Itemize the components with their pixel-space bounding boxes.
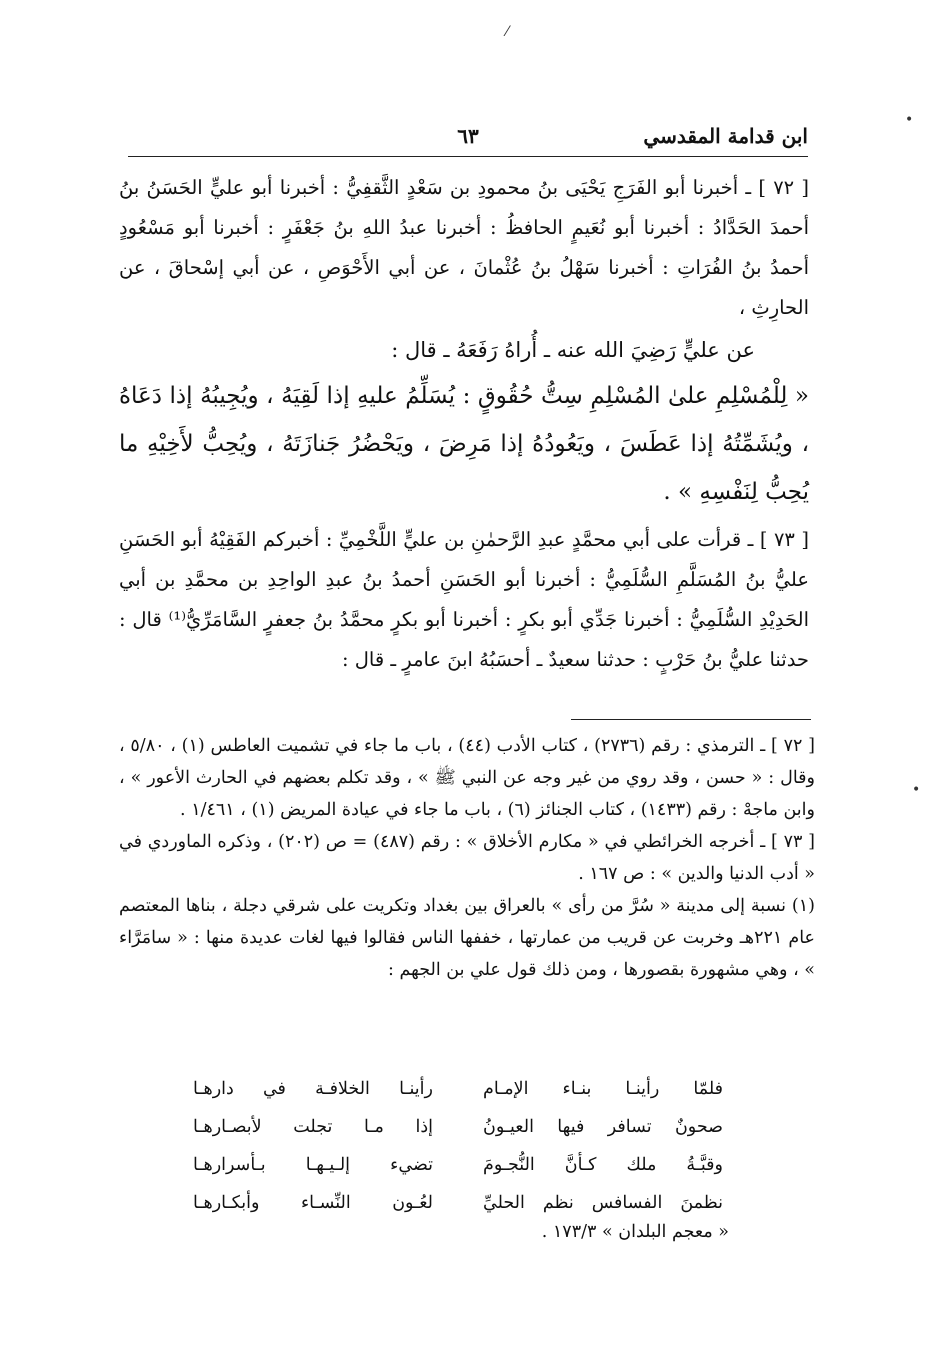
hadith-73-isnad: [ ٧٣ ] ـ قرأت على أبي محمَّدٍ عبدِ الرَّحمٰنِ بن عليٍّ اللَّخْمِيِّ : أخبركم الفَقِيْهُ أبو الحَسَنِ عليُّ بنُ المُسَلَّمِ السُّلَمِيُّ : أخبرنا أبو الحَسَنِ أحمدُ بنُ عبدِ الواحِدِ بن محمَّدِ بن أبي الحَدِيْدِ السُّلَمِيُّ : أخبرنا جَدِّي أبو بكرٍ : أخبرنا أبو بكرٍ محمَّدُ بنُ جعفرٍ السَّامَرِّيُّ⁽¹⁾ قال : حدثنا عليُّ بنُ حَرْبٍ : حدثنا سعيدٌ ـ أحسَبُهُ ابنَ عامرٍ ـ قال :	[119, 528, 809, 671]
poem-verse	[193, 1184, 723, 1222]
poem-hemistich-first: وقبَّـةُ ملك كـأنَّ النُّجـومَ	[483, 1155, 723, 1175]
scan-dot: •	[912, 782, 921, 798]
poem-hemistich-second: لعُـون النِّسـاء وأبكـارهـا	[193, 1193, 433, 1213]
poem-hemistich-first: فلمّا رأينـا بنـاء الإمـام	[483, 1079, 723, 1099]
poem-hemistich-first: نظمنَ الفسافس نظم الحليِّ	[483, 1193, 723, 1213]
footnotes	[119, 730, 815, 986]
footnote-72: [ ٧٢ ] ـ الترمذي : رقم (٢٧٣٦) ، كتاب الأدب (٤٤) ، باب ما جاء في تشميت العاطس (١) ، ٥/٨٠ ، وقال : « حسن ، وقد روي من غير وجه عن النبي ﷺ » ، وقد تكلم بعضهم في الحارث الأعور » ، وابن ماجهْ : رقم (١٤٣٣) ، كتاب الجنائز (٦) ، باب ما جاء في عيادة المريض (١) ، ١/٤٦١ .	[119, 736, 816, 820]
poem-hemistich-second: إذا مـا تجلت لأبصـارهـا	[193, 1117, 433, 1137]
page-number: ٦٣	[457, 124, 479, 148]
hadith-72-isnad: [ ٧٢ ] ـ أخبرنا أبو الفَرَجِ يَحْيَى بنُ محمودِ بن سَعْدٍ الثَّقفِيُّ : أخبرنا أبو عليٍّ الحَسَنُ بنُ أحمدَ الحَدَّادُ : أخبرنا أبو نُعَيمٍ الحافظُ : أخبرنا عبدُ اللهِ بنُ جَعْفَرٍ : أخبرنا أبو مَسْعُودٍ أحمدُ بنُ الفُرَاتِ : أخبرنا سَهْلُ بنُ عُثْمانَ ، عن أبي الأَحْوَصِ ، عن أبي إسْحاقَ ، عن الحارِثِ ،	[119, 176, 810, 319]
running-header	[128, 124, 808, 157]
scan-dot: •	[905, 112, 914, 128]
book-title: ابن قدامة المقدسي	[643, 124, 808, 148]
scan-mark: ⁄	[506, 24, 509, 40]
poem-source: « معجم البلدان » ١٧٣/٣ .	[541, 1222, 729, 1242]
poem-hemistich-second: تضيء إلـيـهـا بـأسرارهـا	[193, 1155, 433, 1175]
poem	[193, 1070, 723, 1222]
poem-hemistich-second: رأينـا الخلافـة في دارهـا	[193, 1079, 433, 1099]
poem-verse	[193, 1108, 723, 1146]
main-text	[119, 168, 809, 680]
footnote-1: (١) نسبة إلى مدينة « سُرَّ من رأى » بالعراق بين بغداد وتكريت على شرقي دجلة ، بناها المعتصم عام ٢٢١هـ وخربت عن قريب من عمارتها ، خففها الناس فقالوا فيها لغات عديدة منها : « سامَرَّاء » ، وهي مشهورة بقصورها ، ومن ذلك قول علي بن الجهم :	[119, 896, 815, 980]
hadith-72-intro: عن عليٍّ رَضِيَ الله عنه ـ أُراهُ رَفَعَهُ ـ قال :	[391, 338, 755, 362]
footnote-73: [ ٧٣ ] ـ أخرجه الخرائطي في « مكارم الأخلاق » : رقم (٤٨٧) = ص (٢٠٢) ، وذكره الماوردي في « أدب الدنيا والدين » : ص ١٦٧ .	[119, 832, 816, 884]
poem-verse	[193, 1146, 723, 1184]
poem-hemistich-first: صحونٌ تسافر فيها العيـونُ	[483, 1117, 723, 1137]
hadith-72-matn: « لِلْمُسْلِمِ علىٰ المُسْلِمِ سِتُّ حُقُوقٍ : يُسَلِّمُ عليهِ إذا لَقِيَهُ ، ويُجِيبُهُ إذا دَعَاهُ ، ويُشَمِّتُهُ إذا عَطَسَ ، ويَعُودُهُ إذا مَرِضَ ، ويَحْضُرُ جَنازَتَهُ ، ويُحِبُّ لأَخِيْهِ ما يُحِبُّ لِنَفْسِهِ » .	[119, 383, 809, 505]
poem-verse	[193, 1070, 723, 1108]
footnote-separator	[571, 719, 811, 720]
